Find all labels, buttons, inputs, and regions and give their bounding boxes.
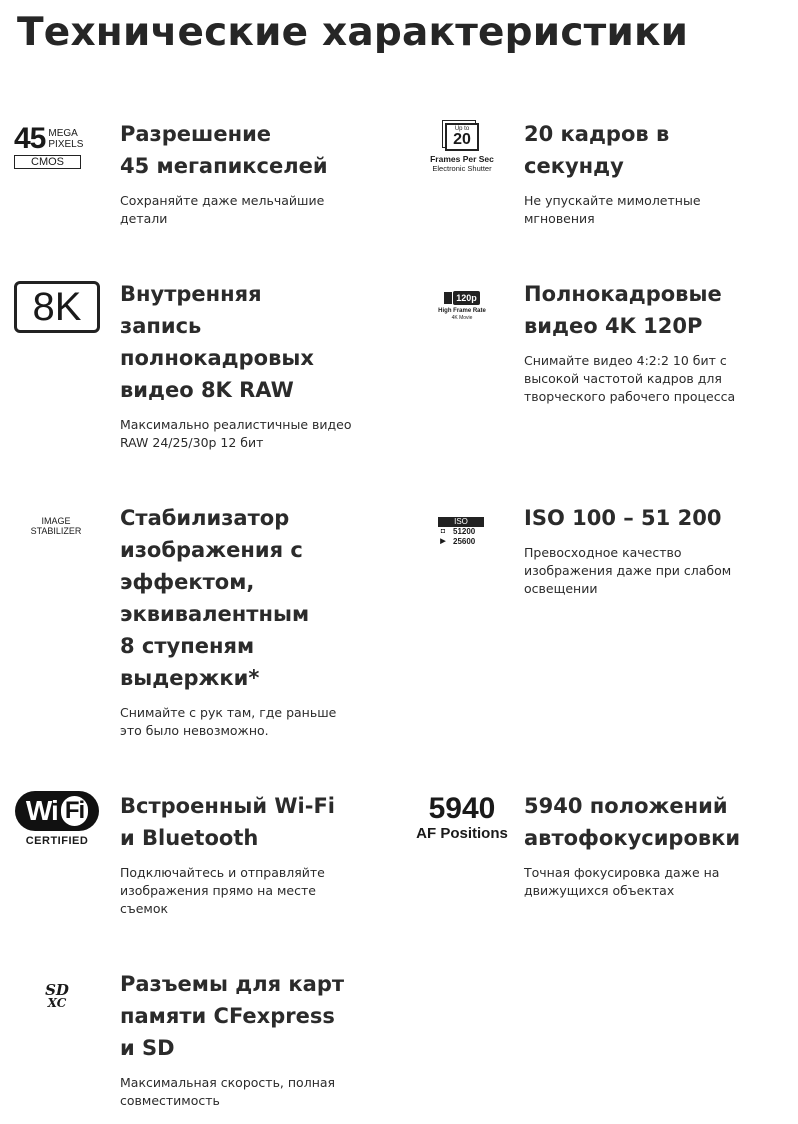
camera-lens-shape [444, 292, 452, 304]
feature-resolution [120, 118, 380, 228]
feature-description: Максимально реалистичные видео RAW 24/25/30p 12 бит [120, 417, 352, 450]
icon-shutter-text: Electronic Shutter [432, 164, 492, 173]
icon-iso-movie-value: 25600 [453, 537, 476, 546]
feature-description: Максимальная скорость, полная совместимость [120, 1075, 336, 1108]
icon-stabilizer-text: STABILIZER [30, 526, 82, 536]
8k-icon: 8K [14, 281, 100, 333]
icon-upto-text: Up to [454, 126, 470, 132]
icon-mega-text: MEGA [48, 128, 78, 139]
icon-120p-badge: 120p [453, 291, 480, 305]
feature-title: Стабилизатор изображения с эффектом, эквивалентным 8 ступеням выдержки* [120, 506, 310, 690]
icon-iso-label: ISO [438, 517, 484, 527]
feature-description: Снимайте видео 4:2:2 10 бит с высокой частотой кадров для творческого рабочего процесса [524, 353, 736, 404]
sdxc-icon [34, 980, 80, 1012]
feature-af-positions [524, 790, 784, 900]
feature-title: Полнокадровые видео 4K 120P [524, 282, 722, 338]
icon-certified-text: CERTIFIED [25, 834, 89, 847]
icon-5940-number: 5940 [428, 792, 496, 825]
high-frame-rate-icon [430, 286, 494, 326]
feature-description: Точная фокусировка даже на движущихся объектах [524, 865, 720, 898]
icon-sd-text: SD [45, 980, 69, 999]
feature-title: Разрешение 45 мегапикселей [120, 122, 328, 178]
feature-4k-120p [524, 278, 784, 406]
icon-fps-text: Frames Per Sec [430, 154, 494, 164]
feature-title: 20 кадров в секунду [524, 122, 670, 178]
icon-hfr-text: High Frame Rate [438, 308, 486, 314]
icon-cmos-text: CMOS [14, 155, 81, 169]
af-positions-icon [416, 789, 508, 847]
feature-description: Снимайте с рук там, где раньше это было невозможно. [120, 705, 337, 738]
feature-title: Встроенный Wi-Fi и Bluetooth [120, 794, 335, 850]
icon-4k-movie-text: 4K Movie [451, 315, 473, 321]
icon-pixels-text: PIXELS [48, 139, 84, 150]
feature-title: Разъемы для карт памяти CFexpress и SD [120, 972, 345, 1060]
icon-xc-text: XC [47, 995, 67, 1010]
feature-stabilizer [120, 502, 380, 740]
feature-description: Не упускайте мимолетные мгновения [524, 193, 701, 226]
icon-af-label: AF Positions [416, 825, 508, 842]
feature-frame-rate [524, 118, 784, 228]
feature-8k-raw [120, 278, 380, 452]
icon-45-number: 45 [14, 122, 46, 155]
icon-iso-photo-value: 51200 [453, 527, 476, 536]
wifi-certified-icon [14, 789, 100, 849]
photo-camera-icon: ◘ [440, 528, 446, 535]
feature-iso [524, 502, 784, 598]
icon-image-text: IMAGE [41, 516, 71, 526]
feature-title: Внутренняя запись полнокадровых видео 8K RAW [120, 282, 314, 402]
feature-title: 5940 положений автофокусировки [524, 794, 741, 850]
feature-wifi-bluetooth [120, 790, 380, 918]
frames-per-second-icon [422, 117, 502, 179]
megapixels-45-icon [14, 122, 102, 172]
feature-description: Сохраняйте даже мельчайшие детали [120, 193, 325, 226]
feature-description: Превосходное качество изображения даже при слабом освещении [524, 545, 732, 596]
icon-20-number: 20 [453, 131, 471, 148]
icon-wi-text: Wi [25, 794, 58, 826]
feature-title: ISO 100 – 51 200 [524, 506, 722, 530]
feature-card-slots [120, 968, 380, 1110]
page-title: Технические характеристики [17, 10, 689, 55]
iso-icon [438, 514, 484, 550]
movie-camera-icon: ▶ [440, 538, 446, 545]
icon-fi-text: Fi [61, 796, 88, 826]
feature-description: Подключайтесь и отправляйте изображения прямо на месте съемок [120, 865, 325, 916]
image-stabilizer-icon [20, 512, 92, 540]
